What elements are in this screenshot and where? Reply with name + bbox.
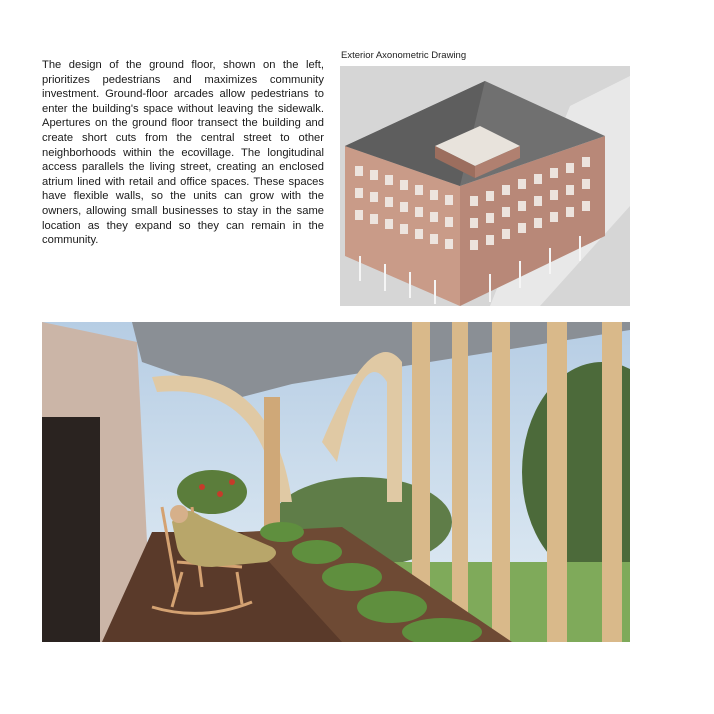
axonometric-drawing [340, 66, 630, 306]
column [264, 397, 280, 527]
window-opening [42, 417, 100, 642]
person-head [170, 505, 188, 523]
figure-caption: Exterior Axonometric Drawing [341, 50, 467, 61]
tomato-plant [177, 470, 247, 514]
balcony-rendering [42, 322, 630, 642]
body-text: The design of the ground floor, shown on the left, prioritizes pedestrians and maximizes community investment. Ground-floor arcades allow pedestrians to enter the building's space without leaving the sidewalk. Apertures on the ground floor transect the building and create short cuts from the central street to other neighborhoods within the ecovillage. The longitudinal access parallels the living street, creating an enclosed atrium lined with retail and office spaces. These spaces have flexible walls, so the units can grow with the owners, allowing small businesses to stay in the same location as they expand so they can remain in the community. [42, 59, 324, 247]
